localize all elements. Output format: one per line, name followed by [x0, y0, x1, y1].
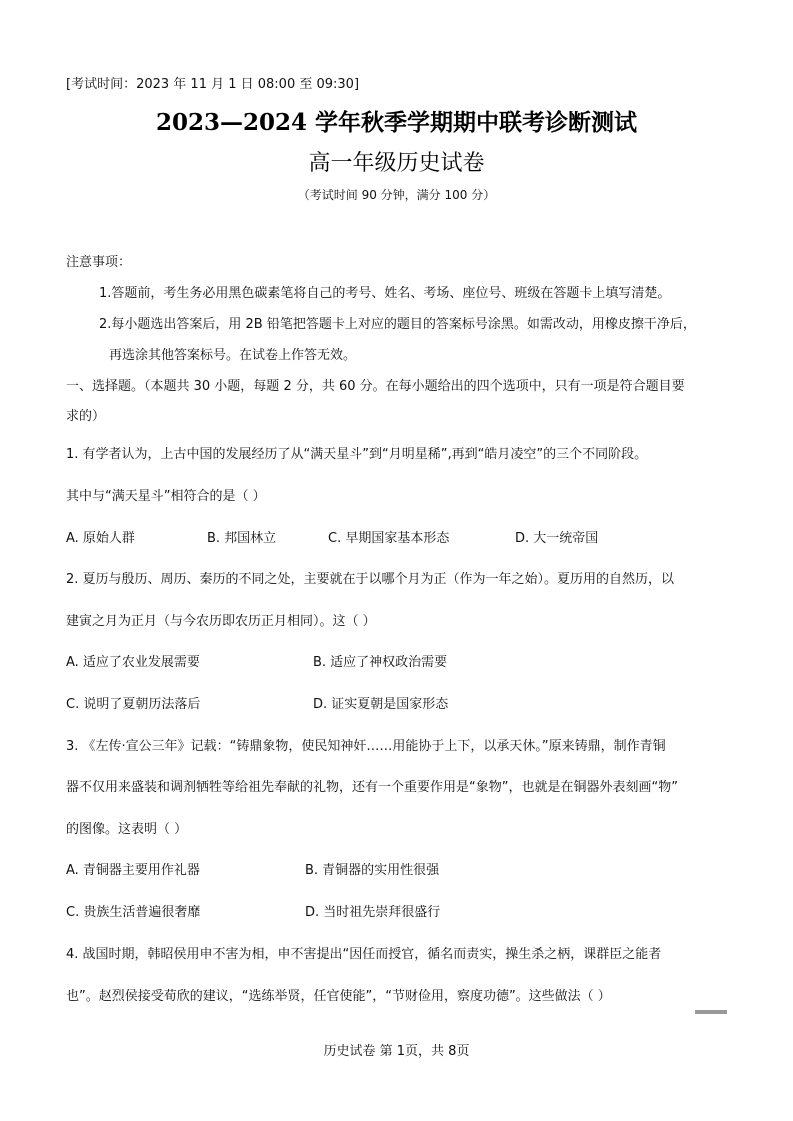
question-3-option-b: B. 青铜器的实用性很强: [305, 863, 440, 878]
exam-duration-note: （考试时间 90 分钟，满分 100 分）: [297, 188, 496, 202]
page-footer: 历史试卷 第 1页，共 8页: [323, 1044, 470, 1059]
question-2-option-b: B. 适应了神权政治需要: [313, 655, 448, 670]
question-2-line-1: 2. 夏历与殷历、周历、秦历的不同之处，主要就在于以哪个月为正（作为一年之始）。夏历用的自然历，以: [66, 572, 675, 587]
question-1-option-c: C. 早期国家基本形态: [328, 531, 450, 546]
question-3-line-2: 器不仅用来盛装和调剂牺牲等给祖先奉献的礼物，还有一个重要作用是“象物”，也就是在铜器外表刻画“物”: [66, 780, 678, 795]
question-3-line-1: 3. 《左传·宣公三年》记载：“铸鼎象物，使民知神奸……用能协于上下，以承天休。”原来铸鼎，制作青铜: [66, 739, 666, 754]
question-1-option-a: A. 原始人群: [66, 531, 135, 546]
question-2-option-c: C. 说明了夏朝历法落后: [66, 697, 201, 712]
notice-item-1: 1.答题前，考生务必用黑色碳素笔将自己的考号、姓名、考场、座位号、班级在答题卡上填写清楚。: [99, 286, 671, 301]
question-3-option-d: D. 当时祖先崇拜很盛行: [305, 905, 441, 920]
exam-title: 2023—2024 学年秋季学期期中联考诊断测试: [155, 109, 638, 136]
question-2-line-2: 建寅之月为正月（与今农历即农历正月相同）。这（ ）: [66, 614, 376, 629]
notice-heading: 注意事项：: [66, 255, 132, 270]
page-corner-mark: [695, 1010, 727, 1014]
question-3-option-a: A. 青铜器主要用作礼器: [66, 863, 200, 878]
question-3-option-c: C. 贵族生活普遍很奢靡: [66, 905, 201, 920]
question-2-option-a: A. 适应了农业发展需要: [66, 655, 200, 670]
question-1-line-1: 1. 有学者认为，上古中国的发展经历了从“满天星斗”到“月明星稀”,再到“皓月凌空”的三个不同阶段。: [66, 447, 648, 462]
exam-time: [考试时间：2023 年 11 月 1 日 08:00 至 09:30]: [66, 77, 360, 92]
question-2-option-d: D. 证实夏朝是国家形态: [313, 697, 449, 712]
section-heading-cont: 求的）: [66, 409, 106, 424]
question-4-line-1: 4. 战国时期，韩昭侯用申不害为相，申不害提出“因任而授官，循名而责实，操生杀之柄，课群臣之能者: [66, 947, 662, 962]
question-1-line-2: 其中与“满天星斗”相符合的是（ ）: [66, 489, 266, 504]
exam-subtitle: 高一年级历史试卷: [308, 151, 485, 176]
question-4-line-2: 也”。赵烈侯接受荀欣的建议，“选练举贤，任官使能”，“节财俭用，察度功德”。这些做法（ ）: [66, 989, 611, 1004]
section-heading: 一、选择题。（本题共 30 小题，每题 2 分，共 60 分。在每小题给出的四个选项中，只有一项是符合题目要: [66, 379, 685, 394]
question-1-option-d: D. 大一统帝国: [515, 531, 599, 546]
question-3-line-3: 的图像。这表明（ ）: [66, 822, 188, 837]
notice-item-2: 2.每小题选出答案后，用 2B 铅笔把答题卡上对应的题目的答案标号涂黑。如需改动，用橡皮擦干净后，: [99, 317, 696, 332]
notice-item-2-cont: 再选涂其他答案标号。在试卷上作答无效。: [109, 348, 357, 363]
question-1-option-b: B. 邦国林立: [207, 531, 277, 546]
